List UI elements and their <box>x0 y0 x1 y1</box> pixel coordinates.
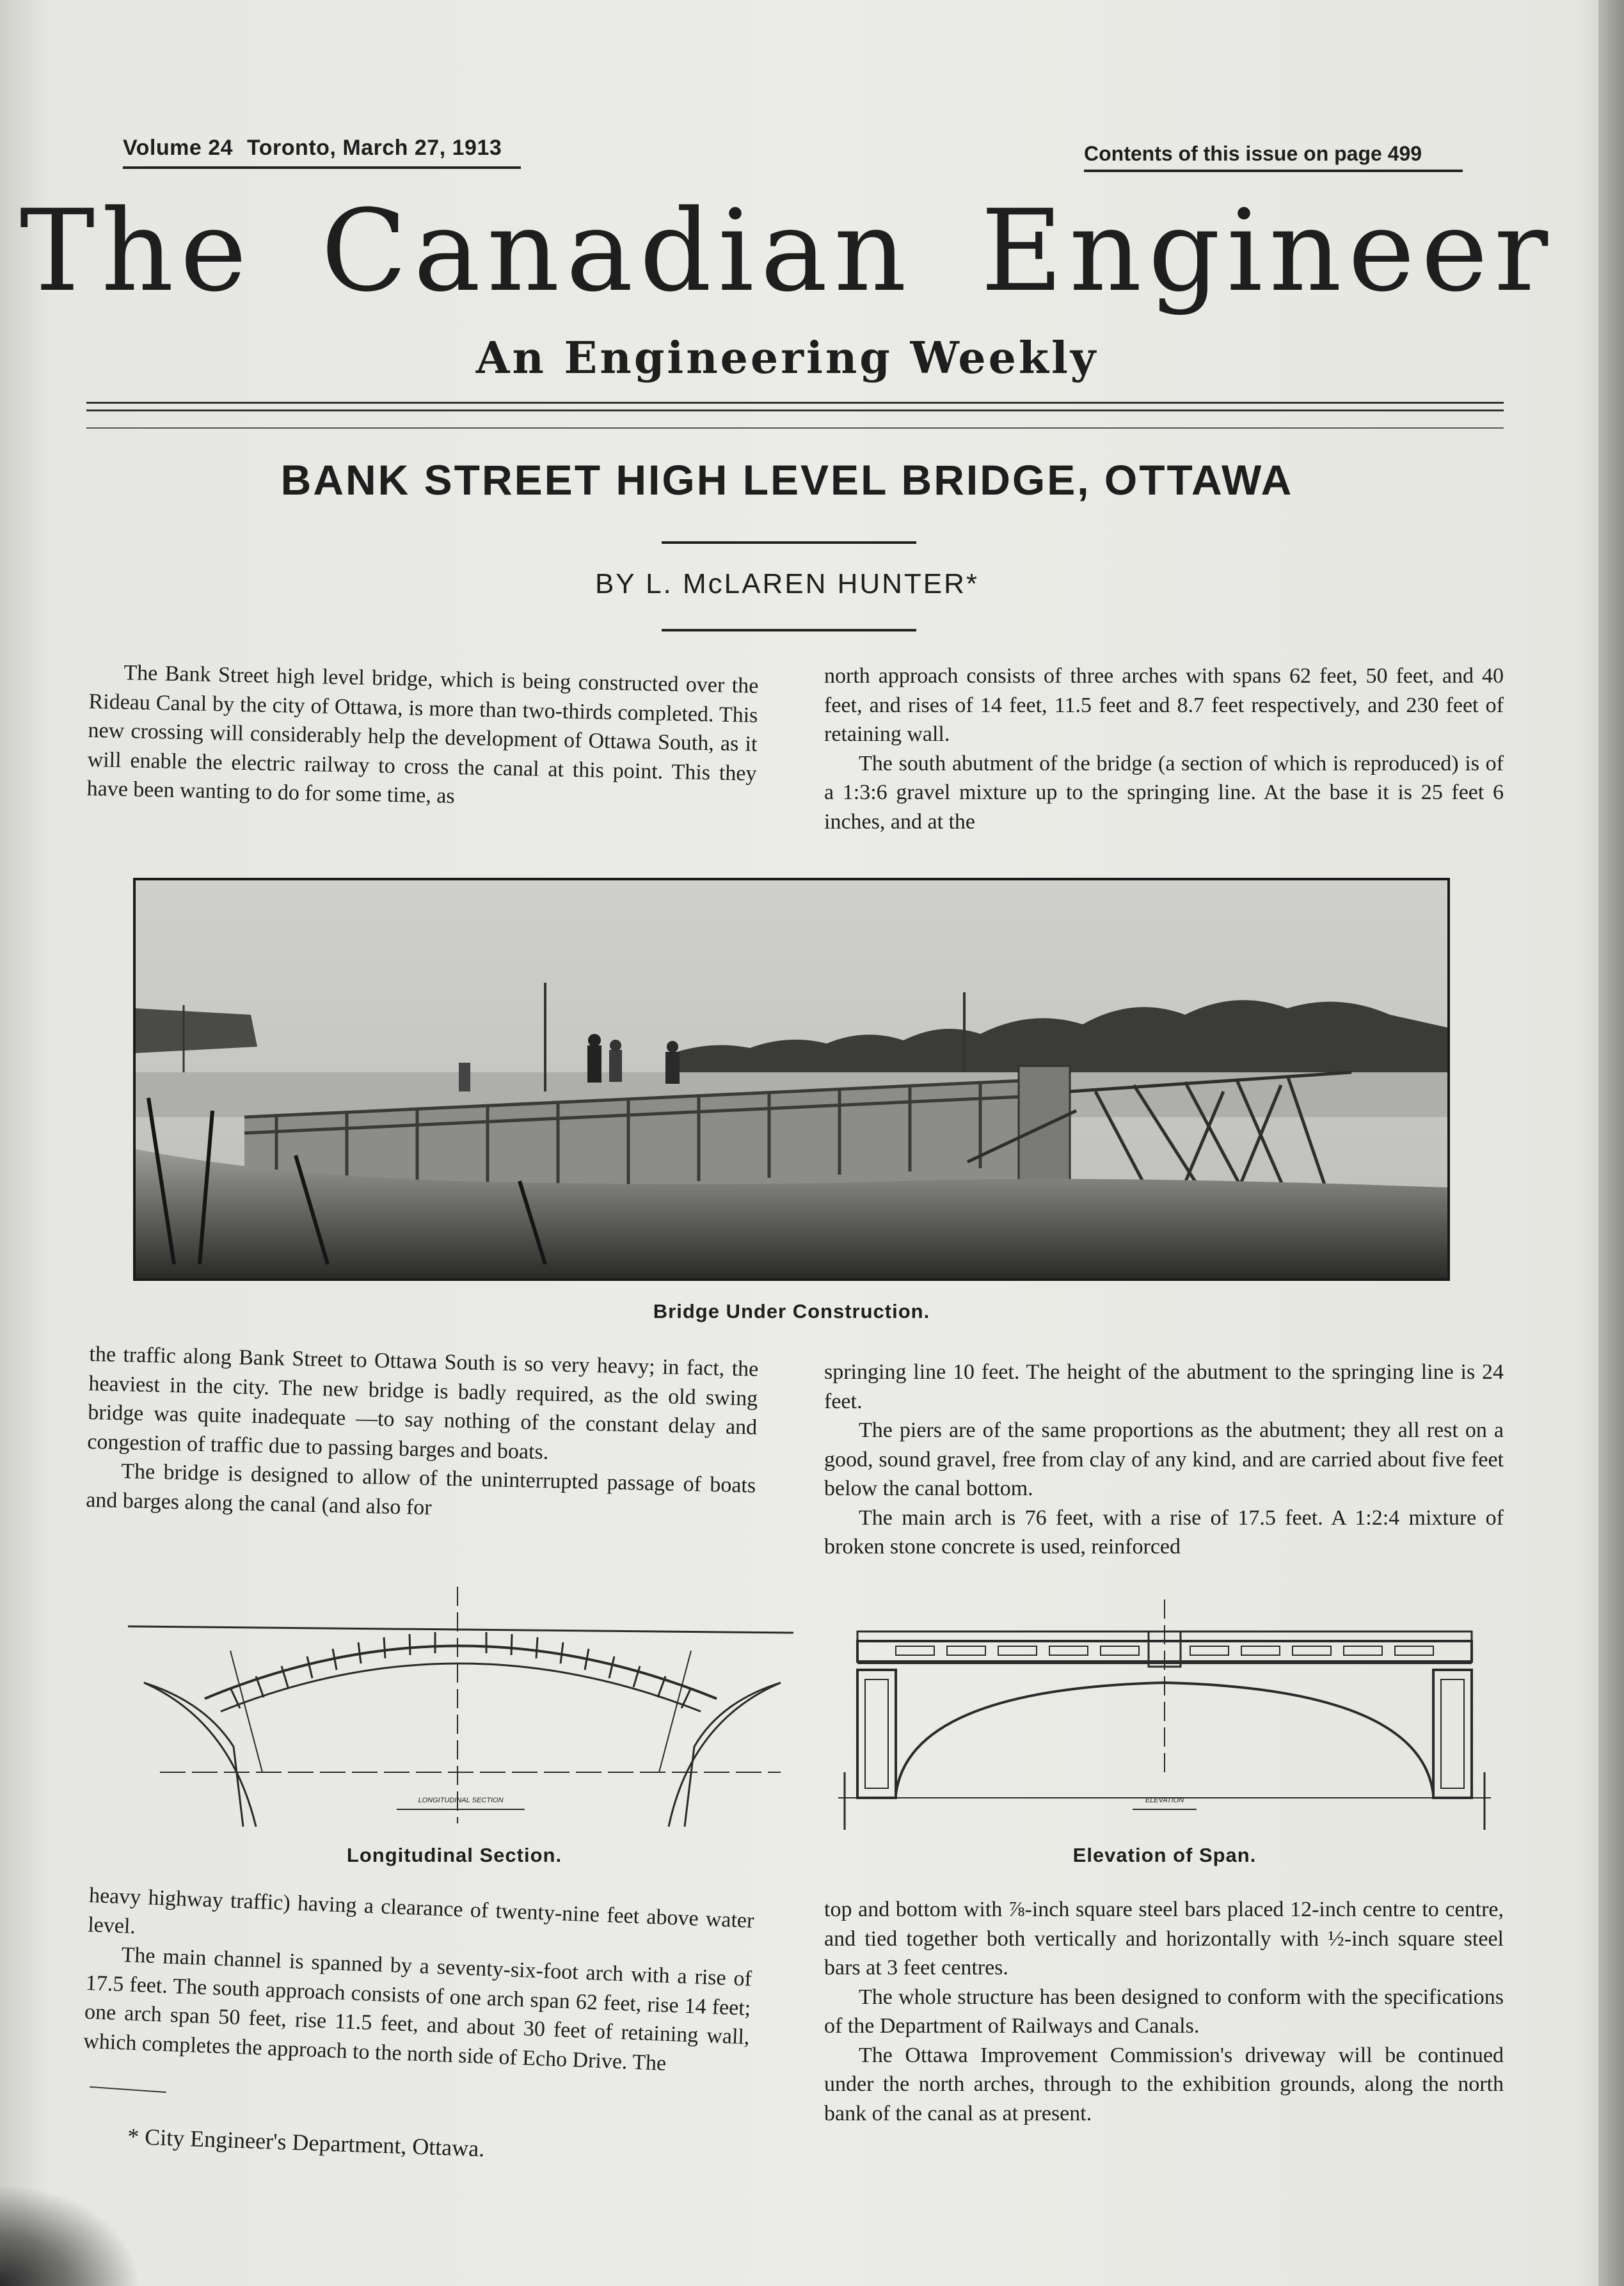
paragraph: springing line 10 feet. The height of the abutment to the springing line is 24 feet. <box>824 1360 1504 1413</box>
figure-caption-left: Longitudinal Section. <box>346 1844 562 1866</box>
elevation-drawing <box>832 1593 1497 1836</box>
masthead-rule <box>86 402 1504 404</box>
column-left-3 <box>83 1881 755 2081</box>
paragraph: heavy highway traffic) having a clearance of twenty-nine feet above water level. <box>87 1883 755 1939</box>
masthead-subtitle: An Engineering Weekly <box>475 333 1099 384</box>
bridge-construction-photo <box>133 878 1450 1281</box>
article-byline: BY L. McLAREN HUNTER* <box>594 568 980 599</box>
paragraph: north approach consists of three arches with spans 62 feet, 50 feet, and 40 feet, and rises of 14 feet, 11.5 feet and 8.7 feet respectively, and 230 feet of retaining wall. <box>824 664 1504 746</box>
contents-note: Contents of this issue on page 499 <box>1084 142 1422 165</box>
photo-caption: Bridge Under Construction. <box>653 1300 930 1322</box>
column-right-1 <box>824 662 1504 836</box>
paragraph: The south abutment of the bridge (a section of which is reproduced) is of a 1:3:6 gravel mixture up to the springing line. At the base it is 25 feet 6 inches, and at the <box>824 751 1504 834</box>
paragraph: the traffic along Bank Street to Ottawa South is so very heavy; in fact, the heaviest in the city. The new bridge is badly required, as the old swing bridge was quite inadequate —to say nothing of the constant delay and congestion of traffic due to passing barges and boats. <box>86 1342 759 1464</box>
section-label: LONGITUDINAL SECTION <box>418 1797 504 1804</box>
column-left-2 <box>86 1340 759 1530</box>
byline-rule <box>662 629 916 631</box>
scan-shadow <box>0 2184 141 2286</box>
footnote-rule <box>90 2086 166 2093</box>
paragraph: top and bottom with ⅞-inch square steel bars placed 12-inch centre to centre, and tied together both vertically and horizontally with ½-inch square steel bars at 3 feet centres. <box>824 1898 1504 1980</box>
construction-photo-image <box>136 880 1447 1278</box>
masthead-rule <box>86 409 1504 411</box>
longitudinal-section-drawing <box>115 1580 806 1836</box>
column-left-1 <box>86 658 759 817</box>
column-right-3 <box>824 1895 1504 2128</box>
paragraph: The main arch is 76 feet, with a rise of 17.5 feet. A 1:2:4 mixture of broken stone concrete is used, reinforced <box>824 1505 1504 1559</box>
paragraph: The whole structure has been designed to conform with the specifications of the Department of Railways and Canals. <box>824 1985 1504 2038</box>
masthead-title: The Canadian Engineer <box>19 186 1555 317</box>
paragraph: The main channel is spanned by a seventy-six-foot arch with a rise of 17.5 feet. The south approach consists of one arch span 62 feet, rise 14 feet; one arch span 50 feet, rise 11.5 feet, and about 30 feet of retaining wall, which completes the approach to the north side of Echo Drive. The <box>83 1943 752 2076</box>
title-rule <box>662 541 916 544</box>
paragraph: The piers are of the same proportions as the abutment; they all rest on a good, sound gravel, free from clay of any kind, and are carried about five feet below the canal bottom. <box>824 1418 1504 1500</box>
paragraph: The Bank Street high level bridge, which is being constructed over the Rideau Canal by the city of Ottawa, is more than two-thirds completed. This new crossing will considerably help the development of Ottawa South, as it will enable the electric railway to cross the canal at this point. This they have been wanting to do for some time, as <box>86 661 759 808</box>
volume-label: Volume 24 <box>123 136 234 160</box>
header-rule-left <box>123 166 521 169</box>
header-rule-right <box>1084 170 1463 172</box>
elevation-label: ELEVATION <box>1145 1797 1184 1804</box>
paragraph: The bridge is designed to allow of the uninterrupted passage of boats and barges along the canal (and also for <box>85 1459 756 1520</box>
masthead-rule <box>86 427 1504 429</box>
issue-date: Toronto, March 27, 1913 <box>247 136 502 160</box>
article-title: BANK STREET HIGH LEVEL BRIDGE, OTTAWA <box>280 456 1294 504</box>
issue-info <box>123 136 516 161</box>
footnote: * City Engineer's Department, Ottawa. <box>127 2123 485 2162</box>
column-right-2 <box>824 1358 1504 1562</box>
paragraph: The Ottawa Improvement Commission's driveway will be continued under the north arches, through to the exhibition grounds, along the north bank of the canal as at present. <box>824 2043 1504 2125</box>
figure-caption-right: Elevation of Span. <box>1072 1844 1257 1866</box>
binding-edge <box>1598 0 1624 2286</box>
